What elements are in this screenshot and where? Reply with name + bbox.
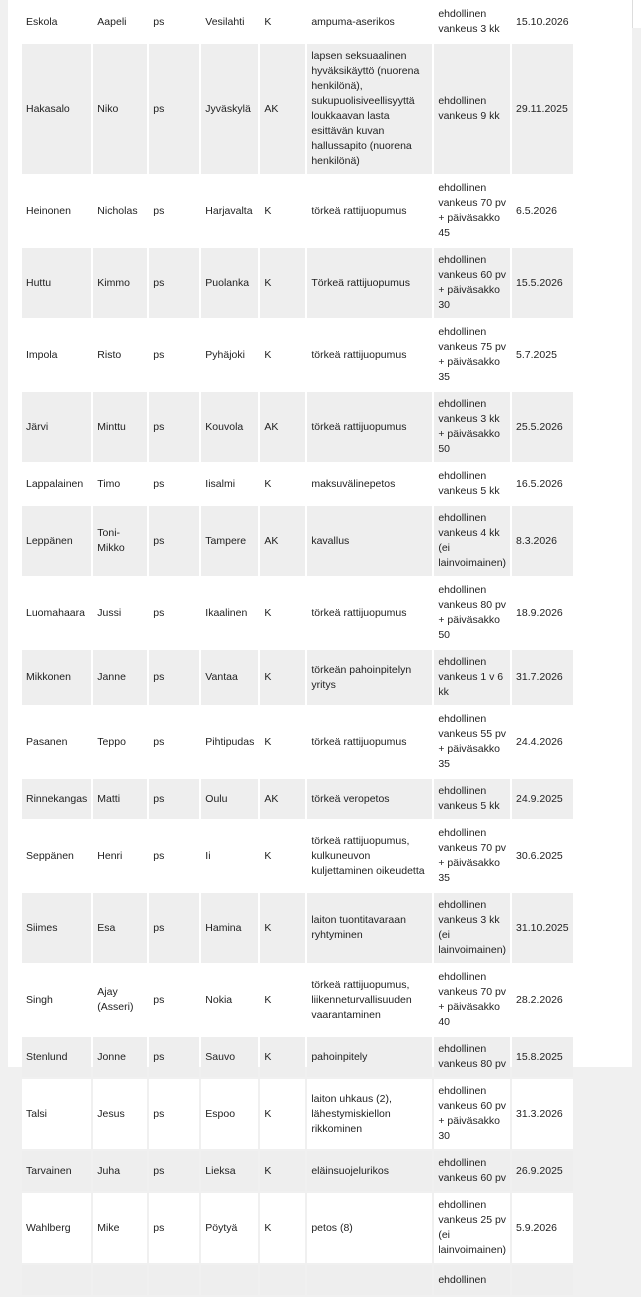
table-row: [22, 707, 573, 777]
municipality-cell: [201, 1265, 258, 1295]
role-cell: K: [260, 464, 305, 504]
crime-cell: törkeä rattijuopumus: [307, 320, 432, 390]
date-cell: 15.8.2025: [512, 1037, 573, 1077]
municipality-cell: Tampere: [201, 506, 258, 576]
crime-cell: törkeä veropetos: [307, 779, 432, 819]
sentence-cell: ehdollinen vankeus 80 pv + päiväsakko 50: [434, 578, 510, 648]
date-cell: 15.5.2026: [512, 248, 573, 318]
sentence-cell: ehdollinen: [434, 1265, 510, 1295]
party-cell: ps: [149, 464, 199, 504]
table-row: [22, 821, 573, 891]
firstname-cell: Timo: [93, 464, 147, 504]
date-cell: 31.3.2026: [512, 1079, 573, 1149]
municipality-cell: Puolanka: [201, 248, 258, 318]
firstname-cell: Jonne: [93, 1037, 147, 1077]
surname-cell: Huttu: [22, 248, 91, 318]
table-row: [22, 1079, 573, 1149]
sentence-cell: ehdollinen vankeus 80 pv: [434, 1037, 510, 1077]
surname-cell: Tarvainen: [22, 1151, 91, 1191]
party-cell: ps: [149, 44, 199, 174]
party-cell: ps: [149, 176, 199, 246]
firstname-cell: [93, 1265, 147, 1295]
crime-cell: Törkeä rattijuopumus: [307, 248, 432, 318]
firstname-cell: Mike: [93, 1193, 147, 1263]
sentence-cell: ehdollinen vankeus 70 pv + päiväsakko 45: [434, 176, 510, 246]
role-cell: K: [260, 650, 305, 705]
date-cell: 24.9.2025: [512, 779, 573, 819]
table-row: [22, 578, 573, 648]
firstname-cell: Aapeli: [93, 2, 147, 42]
surname-cell: Lappalainen: [22, 464, 91, 504]
surname-cell: Järvi: [22, 392, 91, 462]
right-edge: [632, 0, 640, 1067]
crime-cell: kavallus: [307, 506, 432, 576]
crime-cell: [307, 1265, 432, 1295]
municipality-cell: Iisalmi: [201, 464, 258, 504]
crime-cell: eläinsuojelurikos: [307, 1151, 432, 1191]
crime-cell: törkeä rattijuopumus, kulkuneuvon kuljettaminen oikeudetta: [307, 821, 432, 891]
role-cell: K: [260, 1151, 305, 1191]
role-cell: K: [260, 320, 305, 390]
firstname-cell: Toni-Mikko: [93, 506, 147, 576]
date-cell: 15.10.2026: [512, 2, 573, 42]
crime-cell: petos (8): [307, 1193, 432, 1263]
table-row: [22, 1151, 573, 1191]
sentence-cell: ehdollinen vankeus 3 kk + päiväsakko 50: [434, 392, 510, 462]
date-cell: 31.7.2026: [512, 650, 573, 705]
sentence-cell: ehdollinen vankeus 5 kk: [434, 779, 510, 819]
municipality-cell: Espoo: [201, 1079, 258, 1149]
surname-cell: Talsi: [22, 1079, 91, 1149]
sentence-cell: ehdollinen vankeus 4 kk (ei lainvoimainen): [434, 506, 510, 576]
crime-cell: törkeä rattijuopumus, liikenneturvallisuuden vaarantaminen: [307, 965, 432, 1035]
role-cell: K: [260, 1079, 305, 1149]
table-row: [22, 176, 573, 246]
party-cell: ps: [149, 650, 199, 705]
crime-cell: törkeän pahoinpitelyn yritys: [307, 650, 432, 705]
role-cell: AK: [260, 779, 305, 819]
surname-cell: Hakasalo: [22, 44, 91, 174]
sentence-cell: ehdollinen vankeus 25 pv (ei lainvoimainen): [434, 1193, 510, 1263]
municipality-cell: Nokia: [201, 965, 258, 1035]
firstname-cell: Kimmo: [93, 248, 147, 318]
party-cell: ps: [149, 248, 199, 318]
municipality-cell: Vantaa: [201, 650, 258, 705]
surname-cell: Siimes: [22, 893, 91, 963]
party-cell: ps: [149, 893, 199, 963]
surname-cell: Impola: [22, 320, 91, 390]
crime-cell: laiton uhkaus (2), lähestymiskiellon rikkominen: [307, 1079, 432, 1149]
firstname-cell: Jesus: [93, 1079, 147, 1149]
convictions-table: [20, 0, 575, 1297]
table-row: [22, 2, 573, 42]
date-cell: 8.3.2026: [512, 506, 573, 576]
role-cell: [260, 1265, 305, 1295]
role-cell: K: [260, 176, 305, 246]
crime-cell: maksuvälinepetos: [307, 464, 432, 504]
table-row: [22, 1037, 573, 1077]
sentence-cell: ehdollinen vankeus 60 pv + päiväsakko 30: [434, 1079, 510, 1149]
table-row: [22, 1265, 573, 1295]
crime-cell: lapsen seksuaalinen hyväksikäyttö (nuorena henkilönä), sukupuolisiveellisyyttä loukkaavan lasta esittävän kuvan hallussapito (nuorena henkilönä): [307, 44, 432, 174]
firstname-cell: Niko: [93, 44, 147, 174]
role-cell: K: [260, 821, 305, 891]
municipality-cell: Kouvola: [201, 392, 258, 462]
sentence-cell: ehdollinen vankeus 1 v 6 kk: [434, 650, 510, 705]
municipality-cell: Vesilahti: [201, 2, 258, 42]
role-cell: K: [260, 1037, 305, 1077]
date-cell: 25.5.2026: [512, 392, 573, 462]
date-cell: 24.4.2026: [512, 707, 573, 777]
sentence-cell: ehdollinen vankeus 9 kk: [434, 44, 510, 174]
date-cell: 26.9.2025: [512, 1151, 573, 1191]
party-cell: ps: [149, 506, 199, 576]
surname-cell: Singh: [22, 965, 91, 1035]
municipality-cell: Lieksa: [201, 1151, 258, 1191]
date-cell: 6.5.2026: [512, 176, 573, 246]
table-row: [22, 248, 573, 318]
crime-cell: laiton tuontitavaraan ryhtyminen: [307, 893, 432, 963]
role-cell: AK: [260, 506, 305, 576]
sentence-cell: ehdollinen vankeus 5 kk: [434, 464, 510, 504]
sentence-cell: ehdollinen vankeus 60 pv + päiväsakko 30: [434, 248, 510, 318]
date-cell: 28.2.2026: [512, 965, 573, 1035]
surname-cell: Rinnekangas: [22, 779, 91, 819]
date-cell: 5.9.2026: [512, 1193, 573, 1263]
party-cell: [149, 1265, 199, 1295]
role-cell: K: [260, 1193, 305, 1263]
party-cell: ps: [149, 1079, 199, 1149]
date-cell: 18.9.2026: [512, 578, 573, 648]
surname-cell: Wahlberg: [22, 1193, 91, 1263]
date-cell: 16.5.2026: [512, 464, 573, 504]
municipality-cell: Pyhäjoki: [201, 320, 258, 390]
party-cell: ps: [149, 821, 199, 891]
crime-cell: törkeä rattijuopumus: [307, 578, 432, 648]
table-row: [22, 965, 573, 1035]
table-row: [22, 392, 573, 462]
firstname-cell: Esa: [93, 893, 147, 963]
date-cell: 5.7.2025: [512, 320, 573, 390]
crime-cell: törkeä rattijuopumus: [307, 707, 432, 777]
municipality-cell: Pöytyä: [201, 1193, 258, 1263]
municipality-cell: Ii: [201, 821, 258, 891]
table-row: [22, 464, 573, 504]
surname-cell: Mikkonen: [22, 650, 91, 705]
role-cell: K: [260, 893, 305, 963]
party-cell: ps: [149, 1037, 199, 1077]
table-row: [22, 1193, 573, 1263]
party-cell: ps: [149, 965, 199, 1035]
role-cell: K: [260, 248, 305, 318]
sentence-cell: ehdollinen vankeus 3 kk (ei lainvoimainen): [434, 893, 510, 963]
table-row: [22, 320, 573, 390]
municipality-cell: Harjavalta: [201, 176, 258, 246]
firstname-cell: Janne: [93, 650, 147, 705]
party-cell: ps: [149, 1151, 199, 1191]
firstname-cell: Juha: [93, 1151, 147, 1191]
table-row: [22, 650, 573, 705]
surname-cell: Stenlund: [22, 1037, 91, 1077]
municipality-cell: Jyväskylä: [201, 44, 258, 174]
crime-cell: törkeä rattijuopumus: [307, 176, 432, 246]
sentence-cell: ehdollinen vankeus 70 pv + päiväsakko 35: [434, 821, 510, 891]
party-cell: ps: [149, 1193, 199, 1263]
date-cell: 30.6.2025: [512, 821, 573, 891]
table-row: [22, 893, 573, 963]
date-cell: 29.11.2025: [512, 44, 573, 174]
table-row: [22, 44, 573, 174]
crime-cell: ampuma-aserikos: [307, 2, 432, 42]
party-cell: ps: [149, 320, 199, 390]
sentence-cell: ehdollinen vankeus 55 pv + päiväsakko 35: [434, 707, 510, 777]
sentence-cell: ehdollinen vankeus 3 kk: [434, 2, 510, 42]
role-cell: AK: [260, 392, 305, 462]
table-row: [22, 506, 573, 576]
crime-cell: törkeä rattijuopumus: [307, 392, 432, 462]
municipality-cell: Oulu: [201, 779, 258, 819]
firstname-cell: Matti: [93, 779, 147, 819]
crime-cell: pahoinpitely: [307, 1037, 432, 1077]
role-cell: K: [260, 2, 305, 42]
date-cell: 31.10.2025: [512, 893, 573, 963]
surname-cell: Eskola: [22, 2, 91, 42]
role-cell: K: [260, 707, 305, 777]
municipality-cell: Ikaalinen: [201, 578, 258, 648]
surname-cell: Pasanen: [22, 707, 91, 777]
table-body: [22, 2, 573, 1295]
party-cell: ps: [149, 2, 199, 42]
role-cell: AK: [260, 44, 305, 174]
date-cell: [512, 1265, 573, 1295]
surname-cell: Heinonen: [22, 176, 91, 246]
municipality-cell: Hamina: [201, 893, 258, 963]
party-cell: ps: [149, 707, 199, 777]
table-row: [22, 779, 573, 819]
firstname-cell: Nicholas: [93, 176, 147, 246]
party-cell: ps: [149, 392, 199, 462]
surname-cell: Leppänen: [22, 506, 91, 576]
surname-cell: Luomahaara: [22, 578, 91, 648]
role-cell: K: [260, 578, 305, 648]
firstname-cell: Ajay (Asseri): [93, 965, 147, 1035]
firstname-cell: Jussi: [93, 578, 147, 648]
role-cell: K: [260, 965, 305, 1035]
party-cell: ps: [149, 578, 199, 648]
municipality-cell: Sauvo: [201, 1037, 258, 1077]
surname-cell: [22, 1265, 91, 1295]
sentence-cell: ehdollinen vankeus 70 pv + päiväsakko 40: [434, 965, 510, 1035]
firstname-cell: Minttu: [93, 392, 147, 462]
firstname-cell: Henri: [93, 821, 147, 891]
firstname-cell: Teppo: [93, 707, 147, 777]
scroll-notch: [632, 0, 641, 28]
party-cell: ps: [149, 779, 199, 819]
municipality-cell: Pihtipudas: [201, 707, 258, 777]
sentence-cell: ehdollinen vankeus 75 pv + päiväsakko 35: [434, 320, 510, 390]
firstname-cell: Risto: [93, 320, 147, 390]
sentence-cell: ehdollinen vankeus 60 pv: [434, 1151, 510, 1191]
page: [8, 0, 632, 1286]
surname-cell: Seppänen: [22, 821, 91, 891]
